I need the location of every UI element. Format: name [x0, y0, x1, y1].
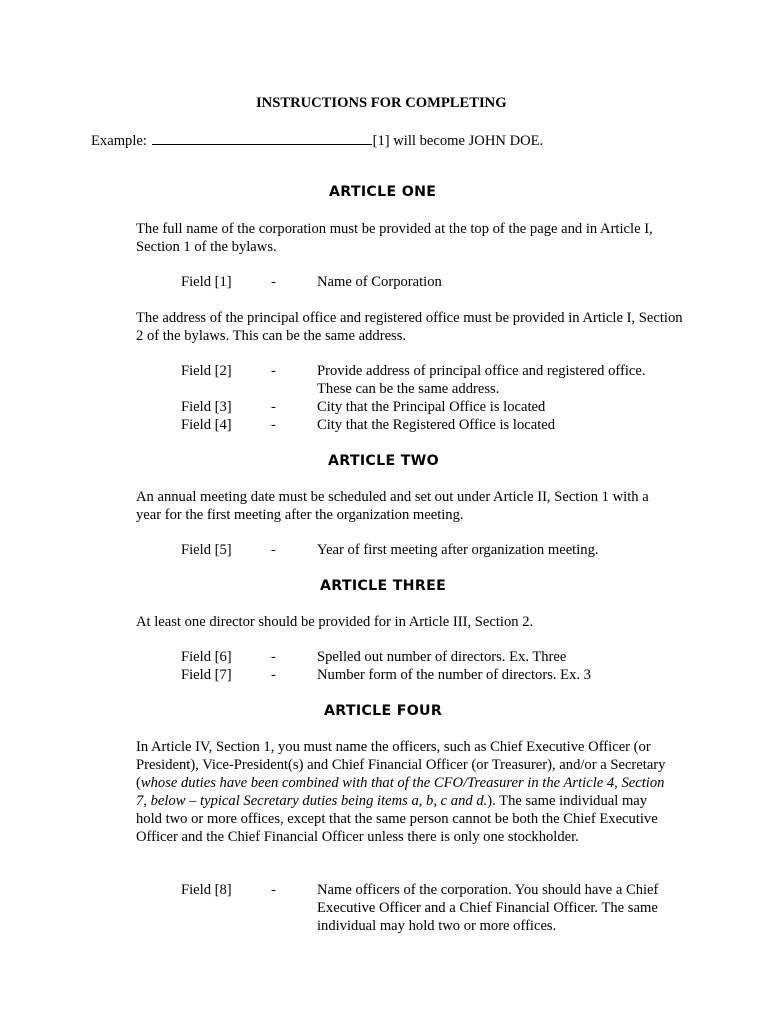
- field-5-description: Year of first meeting after organization meeting.: [317, 542, 599, 558]
- article-one-paragraph-1: The full name of the corporation must be provided at the top of the page and in Article I, Section 1 of the bylaws.: [136, 221, 653, 255]
- article-two-paragraph: An annual meeting date must be scheduled and set out under Article II, Section 1 with a year for the first meeting after the organization meeting.: [136, 489, 649, 523]
- field-3-description: City that the Principal Office is located: [317, 399, 546, 415]
- article-one-heading: ARTICLE ONE: [329, 184, 437, 200]
- example-suffix: [1] will become JOHN DOE.: [372, 133, 544, 149]
- field-7-description: Number form of the number of directors. Ex. 3: [317, 667, 591, 683]
- field-2-description: Provide address of principal office and registered office. These can be the same address.: [317, 363, 646, 397]
- article-four-text-end: ). The same individual may hold two or more offices, except that the same person cannot be both the Chief Executive Officer and the Chief Financial Officer unless there is only one stockholder.: [136, 793, 658, 845]
- field-1-description: Name of Corporation: [317, 274, 442, 290]
- example-prefix: Example:: [91, 133, 151, 149]
- example-blank-line: [152, 130, 372, 145]
- field-7-label: Field [7]: [181, 667, 232, 683]
- field-2-label: Field [2]: [181, 363, 232, 379]
- field-4-dash: -: [271, 417, 276, 433]
- field-3-label: Field [3]: [181, 399, 232, 415]
- field-4-label: Field [4]: [181, 417, 232, 433]
- article-one-paragraph-2: The address of the principal office and registered office must be provided in Article I, Section 2 of the bylaws. This can be the same address.: [136, 310, 683, 344]
- field-6-label: Field [6]: [181, 649, 232, 665]
- page-title: INSTRUCTIONS FOR COMPLETING: [256, 95, 507, 111]
- article-three-heading: ARTICLE THREE: [320, 578, 447, 594]
- field-5-label: Field [5]: [181, 542, 232, 558]
- field-2-dash: -: [271, 363, 276, 379]
- field-8-description: Name officers of the corporation. You should have a Chief Executive Officer and a Chief Financial Officer. The same individual may hold two or more offices.: [317, 882, 659, 934]
- article-four-paragraph: [136, 738, 676, 846]
- field-4-description: City that the Registered Office is located: [317, 417, 556, 433]
- field-8-dash: -: [271, 882, 276, 898]
- article-two-heading: ARTICLE TWO: [328, 453, 439, 469]
- field-1-label: Field [1]: [181, 274, 232, 290]
- article-four-italic-text: whose duties have been combined with that of the CFO/Treasurer in the Article 4, Section 7, below – typical Secretary duties being items a, b, c and d.: [136, 775, 665, 809]
- field-5-dash: -: [271, 542, 276, 558]
- article-four-text-start: In Article IV, Section 1, you must name the officers, such as Chief Executive Officer (or President), Vice-President(s) and Chief Financial Officer (or Treasurer), and/or a Secretary (: [136, 739, 666, 791]
- field-8-label: Field [8]: [181, 882, 232, 898]
- example-line: [91, 130, 543, 150]
- field-7-dash: -: [271, 667, 276, 683]
- field-6-dash: -: [271, 649, 276, 665]
- field-3-dash: -: [271, 399, 276, 415]
- article-three-paragraph: At least one director should be provided for in Article III, Section 2.: [136, 614, 534, 630]
- field-6-description: Spelled out number of directors. Ex. Three: [317, 649, 567, 665]
- field-1-dash: -: [271, 274, 276, 290]
- article-four-heading: ARTICLE FOUR: [324, 703, 443, 719]
